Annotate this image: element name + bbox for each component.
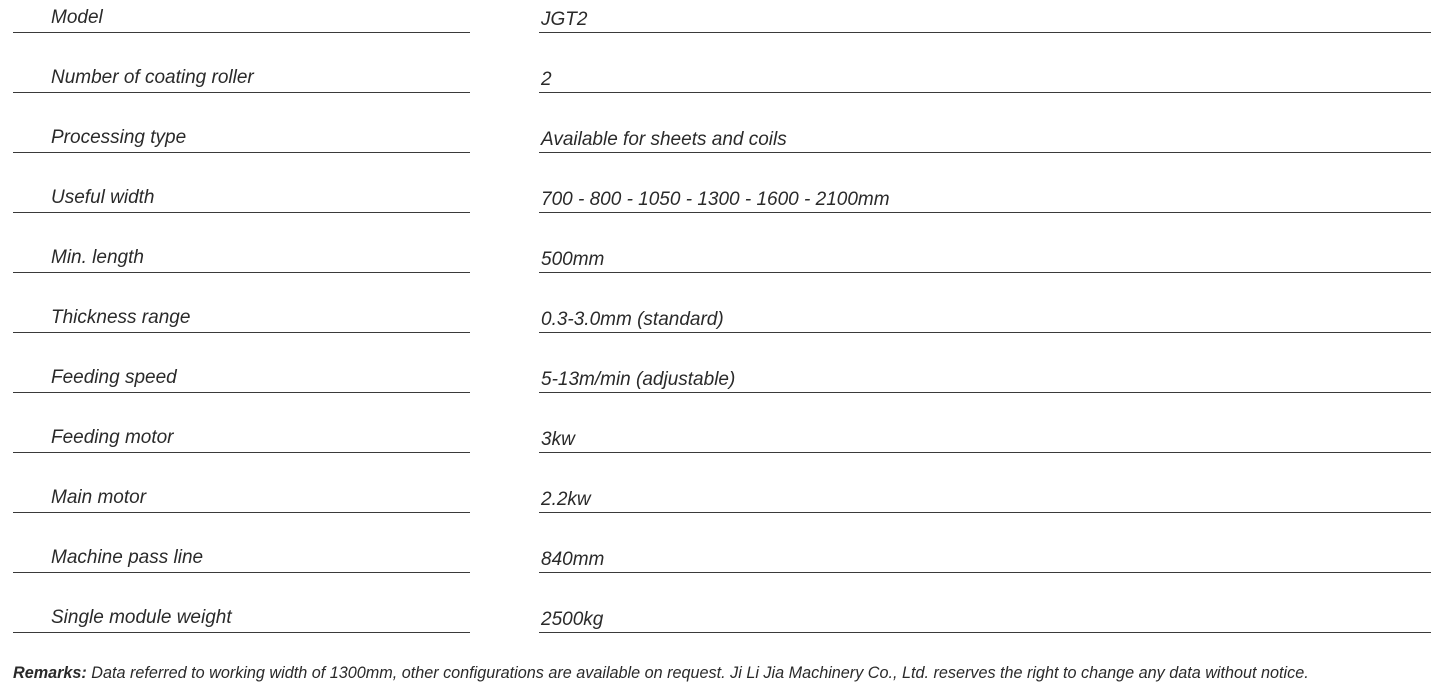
spec-row-feeding-motor: [0, 420, 1441, 480]
spec-value: 2500kg: [539, 600, 1431, 633]
spec-label: Feeding motor: [13, 420, 470, 453]
spec-value: 500mm: [539, 240, 1431, 273]
spec-label: Model: [13, 0, 470, 33]
remarks-text: Data referred to working width of 1300mm, other configurations are available on request. Ji Li Jia Machinery Co., Ltd. reserves the right to change any data without notice.: [86, 664, 1309, 682]
spec-row-useful-width: [0, 180, 1441, 240]
spec-label: Feeding speed: [13, 360, 470, 393]
spec-label: Number of coating roller: [13, 60, 470, 93]
spec-label: Machine pass line: [13, 540, 470, 573]
spec-row-min-length: [0, 240, 1441, 300]
spec-value: JGT2: [539, 0, 1431, 33]
spec-value: 3kw: [539, 420, 1431, 453]
spec-value: 700 - 800 - 1050 - 1300 - 1600 - 2100mm: [539, 180, 1431, 213]
spec-value: 2.2kw: [539, 480, 1431, 513]
spec-value: 0.3-3.0mm (standard): [539, 300, 1431, 333]
spec-value: 5-13m/min (adjustable): [539, 360, 1431, 393]
spec-row-coating-roller: [0, 60, 1441, 120]
spec-label: Processing type: [13, 120, 470, 153]
spec-value: Available for sheets and coils: [539, 120, 1431, 153]
spec-label: Main motor: [13, 480, 470, 513]
remarks-title: Remarks:: [13, 664, 87, 682]
spec-row-processing-type: [0, 120, 1441, 180]
spec-row-thickness-range: [0, 300, 1441, 360]
spec-row-feeding-speed: [0, 360, 1441, 420]
spec-row-machine-pass-line: [0, 540, 1441, 600]
spec-row-module-weight: [0, 600, 1441, 660]
spec-label: Thickness range: [13, 300, 470, 333]
spec-row-model: [0, 0, 1441, 60]
spec-label: Min. length: [13, 240, 470, 273]
spec-label: Single module weight: [13, 600, 470, 633]
remarks-note: [13, 662, 1438, 684]
spec-value: 2: [539, 60, 1431, 93]
spec-row-main-motor: [0, 480, 1441, 540]
spec-label: Useful width: [13, 180, 470, 213]
spec-value: 840mm: [539, 540, 1431, 573]
